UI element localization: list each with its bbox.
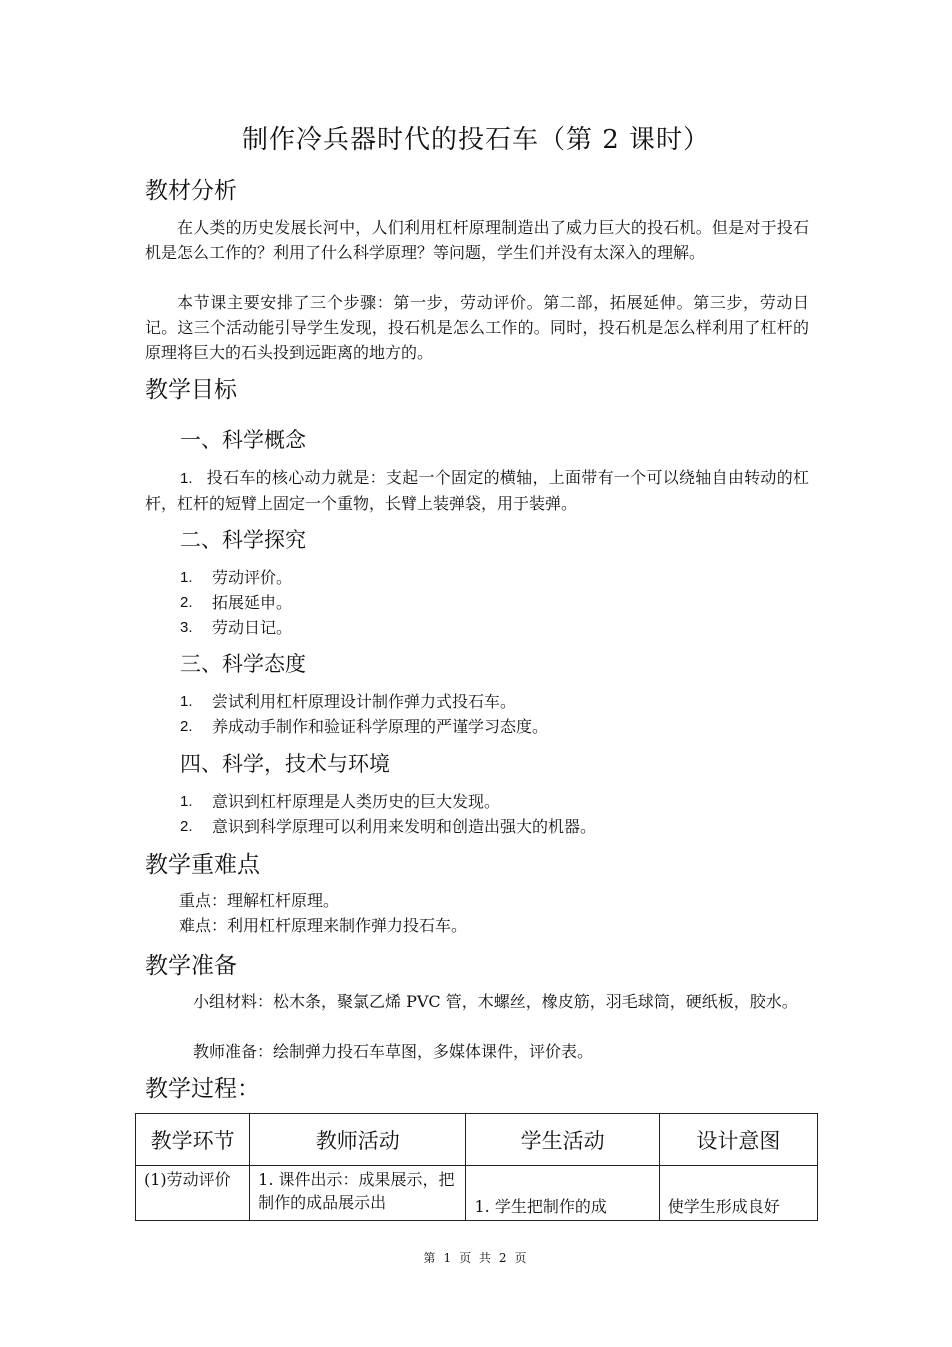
section-heading-analysis: 教材分析 <box>145 178 237 204</box>
list-number: 2. <box>180 594 193 611</box>
page-footer <box>0 1249 952 1266</box>
footer-middle: 页 共 <box>459 1251 493 1265</box>
list-item <box>180 814 810 839</box>
document-title: 制作冷兵器时代的投石车（第 2 课时） <box>241 125 711 155</box>
footer-suffix: 页 <box>514 1251 529 1265</box>
difficult-point: 难点：利用杠杆原理来制作弹力投石车。 <box>179 916 468 935</box>
list-item-text: 尝试利用杠杆原理设计制作弹力式投石车。 <box>212 692 517 711</box>
concept-text: 投石车的核心动力就是：支起一个固定的横轴，上面带有一个可以绕轴自由转动的杠杆，杠杆的短臂上固定一个重物，长臂上装弹袋，用于装弹。 <box>145 468 809 513</box>
attitude-list <box>180 689 810 739</box>
list-number: 1. <box>180 569 193 586</box>
list-item <box>180 565 810 590</box>
analysis-paragraph: 本节课主要安排了三个步骤：第一步，劳动评价。第二部，拓展延伸。第三步，劳动日记。这三个活动能引导学生发现，投石机是怎么工作的。同时，投石机是怎么样利用了杠杆的原理将巨大的石头投到远距离的地方的。 <box>145 293 809 362</box>
list-item-text: 拓展延申。 <box>212 593 293 612</box>
section-heading-key-points: 教学重难点 <box>145 852 260 878</box>
list-number: 3. <box>180 619 193 636</box>
list-item-text: 意识到杠杆原理是人类历史的巨大发现。 <box>212 792 501 811</box>
section-heading-preparation: 教学准备 <box>145 953 237 979</box>
inquiry-list <box>180 565 810 640</box>
list-item <box>180 714 810 739</box>
list-item <box>180 689 810 714</box>
concept-item <box>145 465 809 516</box>
list-number: 1. <box>180 793 193 810</box>
table-header-row <box>136 1114 818 1166</box>
column-header-stage: 教学环节 <box>136 1114 250 1166</box>
cell-teacher-activity: 1. 课件出示：成果展示，把制作的成品展示出 <box>250 1166 466 1221</box>
list-item <box>180 789 810 814</box>
footer-prefix: 第 <box>423 1251 438 1265</box>
list-number: 1. <box>180 693 193 710</box>
list-item <box>180 615 810 640</box>
stse-list <box>180 789 810 839</box>
column-header-student: 学生活动 <box>466 1114 659 1166</box>
list-item-text: 意识到科学原理可以利用来发明和创造出强大的机器。 <box>212 817 597 836</box>
footer-total-pages: 2 <box>498 1251 509 1265</box>
teacher-preparation: 教师准备：绘制弹力投石车草图，多媒体课件，评价表。 <box>193 1042 594 1061</box>
list-item-text: 劳动评价。 <box>212 568 293 587</box>
list-item-text: 劳动日记。 <box>212 618 293 637</box>
footer-page-number: 1 <box>443 1251 454 1265</box>
subheading-attitude: 三、科学态度 <box>180 652 306 676</box>
cell-design-intent: 使学生形成良好 <box>659 1166 817 1221</box>
subheading-inquiry: 二、科学探究 <box>180 528 306 552</box>
cell-student-activity: 1. 学生把制作的成 <box>466 1166 659 1221</box>
column-header-teacher: 教师活动 <box>250 1114 466 1166</box>
list-number: 1. <box>180 470 193 487</box>
cell-stage: (1)劳动评价 <box>136 1166 250 1221</box>
column-header-intent: 设计意图 <box>659 1114 817 1166</box>
process-table <box>135 1113 818 1221</box>
list-number: 2. <box>180 718 193 735</box>
subheading-stse: 四、科学，技术与环境 <box>180 752 390 776</box>
subheading-concept: 一、科学概念 <box>180 428 306 452</box>
section-heading-goals: 教学目标 <box>145 377 237 403</box>
key-point: 重点：理解杠杆原理。 <box>179 891 340 910</box>
group-materials: 小组材料：松木条，聚氯乙烯 PVC 管，木螺丝，橡皮筋，羽毛球筒，硬纸板，胶水。 <box>193 992 798 1011</box>
section-heading-process: 教学过程： <box>145 1076 260 1102</box>
list-item <box>180 590 810 615</box>
list-number: 2. <box>180 818 193 835</box>
analysis-paragraph: 在人类的历史发展长河中，人们利用杠杆原理制造出了威力巨大的投石机。但是对于投石机是怎么工作的？利用了什么科学原理？等问题，学生们并没有太深入的理解。 <box>145 218 809 262</box>
list-item-text: 养成动手制作和验证科学原理的严谨学习态度。 <box>212 717 549 736</box>
table-row <box>136 1166 818 1221</box>
